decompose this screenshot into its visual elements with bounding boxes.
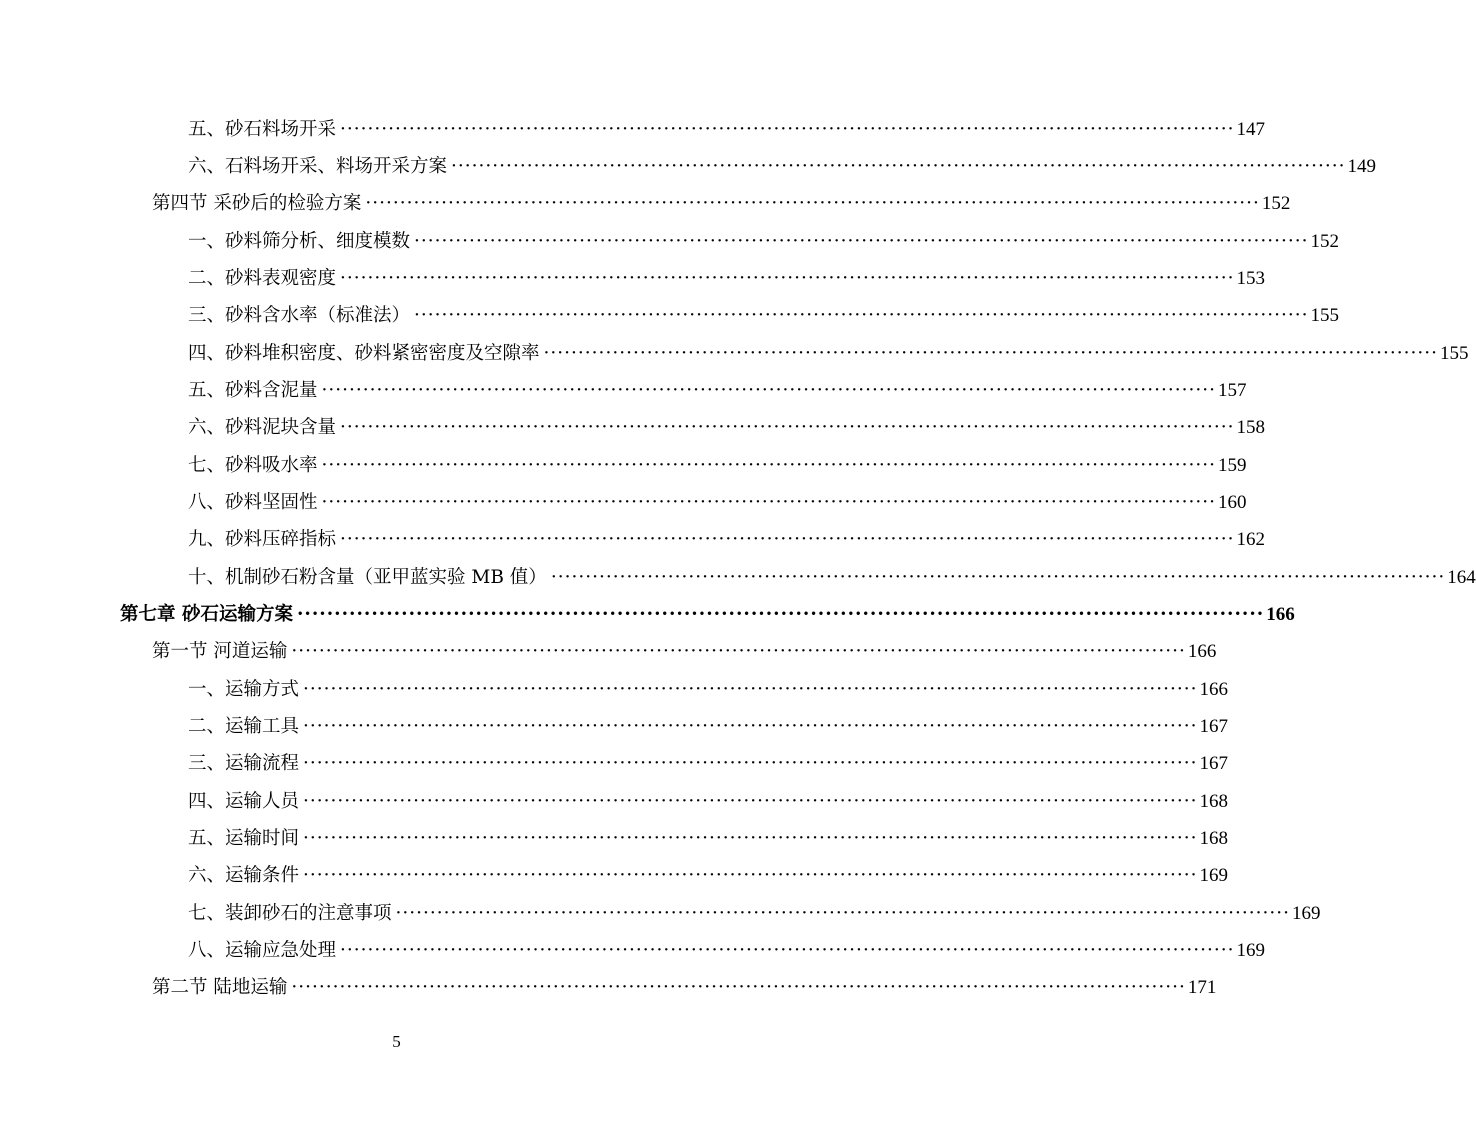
toc-leader-dots [451, 155, 1345, 179]
toc-entry[interactable] [0, 674, 1228, 702]
toc-entry-title: 五、砂石料场开采 [188, 119, 337, 140]
toc-entry-page: 149 [1347, 156, 1376, 177]
toc-entry-page: 167 [1199, 753, 1228, 774]
toc-entry-title: 第七章 砂石运输方案 [120, 604, 293, 625]
toc-leader-dots [303, 827, 1197, 851]
toc-leader-dots [414, 230, 1308, 254]
page-number: 5 [392, 1032, 401, 1051]
toc-entry-title: 三、砂料含水率（标准法） [188, 305, 411, 326]
toc-entry-title: 六、砂料泥块含量 [188, 417, 337, 438]
toc-entry[interactable] [0, 823, 1228, 851]
toc-entry[interactable] [0, 375, 1247, 403]
toc-entry-page: 160 [1218, 492, 1247, 513]
toc-entry[interactable] [0, 935, 1265, 963]
toc-entry-page: 168 [1199, 828, 1228, 849]
toc-entry-title: 九、砂料压碎指标 [188, 529, 337, 550]
toc-entry-page: 162 [1236, 529, 1265, 550]
toc-leader-dots [340, 528, 1234, 552]
toc-entry[interactable] [0, 711, 1228, 739]
toc-entry-title: 七、砂料吸水率 [188, 455, 318, 476]
toc-entry[interactable] [0, 860, 1228, 888]
toc-leader-dots [340, 267, 1234, 291]
toc-entry[interactable] [0, 412, 1265, 440]
toc-entry[interactable] [0, 487, 1247, 515]
toc-entry[interactable] [0, 636, 1217, 664]
toc-entry-page: 152 [1310, 231, 1339, 252]
toc-entry-title: 十、机制砂石粉含量（亚甲蓝实验 MB 值） [188, 567, 547, 588]
toc-entry-title: 六、运输条件 [188, 865, 300, 886]
toc-entry-page: 152 [1261, 193, 1291, 214]
toc-entry-page: 169 [1236, 940, 1265, 961]
toc-entry-title: 八、运输应急处理 [188, 940, 337, 961]
toc-leader-dots [322, 379, 1216, 403]
toc-leader-dots [340, 416, 1234, 440]
toc-entry[interactable] [0, 114, 1265, 142]
toc-entry[interactable] [0, 524, 1265, 552]
toc-entry[interactable] [0, 151, 1376, 179]
toc-entry-title: 二、砂料表观密度 [188, 268, 337, 289]
toc-chapter-entry[interactable] [0, 599, 1295, 627]
toc-entry-title: 五、砂料含泥量 [188, 380, 318, 401]
toc-leader-dots [303, 864, 1197, 888]
toc-entry-page: 155 [1440, 343, 1469, 364]
toc-leader-dots [291, 976, 1185, 1000]
toc-entry-page: 169 [1199, 865, 1228, 886]
toc-entry-title: 二、运输工具 [188, 716, 300, 737]
toc-leader-dots [297, 603, 1264, 627]
toc-leader-dots [303, 752, 1197, 776]
toc-entry-title: 第四节 采砂后的检验方案 [152, 193, 362, 214]
toc-entry-title: 第二节 陆地运输 [152, 977, 288, 998]
toc-entry[interactable] [0, 338, 1469, 366]
toc-entry-page: 158 [1236, 417, 1265, 438]
toc-entry[interactable] [0, 562, 1476, 590]
toc-entry-page: 171 [1187, 977, 1217, 998]
toc-entry-title: 第一节 河道运输 [152, 641, 288, 662]
toc-entry-page: 155 [1310, 305, 1339, 326]
toc-entry[interactable] [0, 300, 1339, 328]
toc-entry-page: 166 [1266, 604, 1295, 625]
toc-leader-dots [396, 902, 1290, 926]
toc-entry[interactable] [0, 450, 1247, 478]
toc-entry-page: 167 [1199, 716, 1228, 737]
toc-entry-page: 153 [1236, 268, 1265, 289]
toc-leader-dots [544, 342, 1438, 366]
toc-leader-dots [340, 939, 1234, 963]
toc-entry-page: 166 [1199, 679, 1228, 700]
toc-entry[interactable] [0, 748, 1228, 776]
toc-entry-title: 四、砂料堆积密度、砂料紧密密度及空隙率 [188, 343, 540, 364]
toc-entry-page: 169 [1292, 903, 1321, 924]
toc-entry[interactable] [0, 188, 1291, 216]
toc-leader-dots [303, 790, 1197, 814]
toc-entry-title: 六、石料场开采、料场开采方案 [188, 156, 448, 177]
toc-entry-page: 166 [1187, 641, 1217, 662]
toc-entry-title: 一、运输方式 [188, 679, 300, 700]
toc-entry-page: 147 [1236, 119, 1265, 140]
toc-leader-dots [303, 715, 1197, 739]
toc-entry-title: 七、装卸砂石的注意事项 [188, 903, 392, 924]
toc-entry-title: 八、砂料坚固性 [188, 492, 318, 513]
toc-entry-page: 164 [1447, 567, 1476, 588]
toc-entry-title: 五、运输时间 [188, 828, 300, 849]
toc-entry[interactable] [0, 972, 1217, 1000]
toc-entry-page: 168 [1199, 791, 1228, 812]
toc-entry-page: 159 [1218, 455, 1247, 476]
toc-entry-title: 三、运输流程 [188, 753, 300, 774]
toc-leader-dots [551, 566, 1445, 590]
toc-entry[interactable] [0, 786, 1228, 814]
toc-leader-dots [414, 304, 1308, 328]
toc-leader-dots [303, 678, 1197, 702]
toc-leader-dots [322, 491, 1216, 515]
toc-leader-dots [291, 640, 1185, 664]
toc-entry[interactable] [0, 263, 1265, 291]
toc-entry-title: 一、砂料筛分析、细度模数 [188, 231, 411, 252]
toc-entry[interactable] [0, 226, 1339, 254]
toc-entry[interactable] [0, 898, 1321, 926]
toc-entry-page: 157 [1218, 380, 1247, 401]
toc-leader-dots [340, 118, 1234, 142]
toc-entry-title: 四、运输人员 [188, 791, 300, 812]
toc-leader-dots [365, 192, 1259, 216]
toc-leader-dots [322, 454, 1216, 478]
